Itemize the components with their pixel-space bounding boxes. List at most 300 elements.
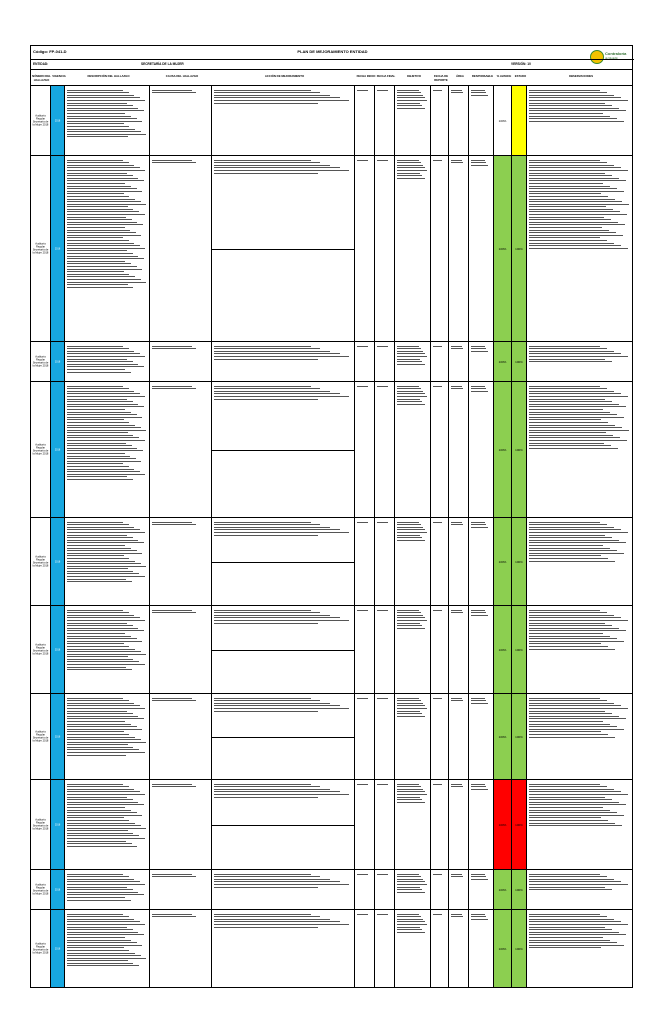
- text-line: [529, 558, 608, 559]
- vigencia-cell: [51, 342, 65, 381]
- text-line: [451, 610, 462, 611]
- text-line: [529, 245, 621, 246]
- text-line: [529, 396, 628, 397]
- text-line: [529, 222, 618, 223]
- cell-text: [214, 872, 352, 889]
- table-row: [30, 86, 633, 156]
- text-line: [529, 561, 615, 562]
- text-line: [214, 919, 330, 920]
- text-line: [397, 391, 423, 392]
- cell-text: [529, 782, 630, 828]
- text-line: [67, 914, 123, 915]
- text-line: [397, 784, 419, 785]
- text-line: [529, 100, 628, 101]
- text-line: [67, 633, 125, 634]
- text-line: [67, 432, 128, 433]
- text-line: [67, 100, 145, 101]
- cause-cell: [150, 518, 212, 605]
- cell-text: [152, 872, 209, 879]
- text-line: [451, 874, 462, 875]
- cell-text: [67, 912, 147, 968]
- cell-text: [357, 88, 372, 92]
- observations-cell: [527, 694, 633, 779]
- text-line: [451, 346, 462, 347]
- text-line: [397, 802, 425, 803]
- start-date-cell: [355, 910, 375, 987]
- text-line: [67, 535, 127, 536]
- text-line: [214, 698, 311, 699]
- text-line: [67, 463, 123, 464]
- text-line: [67, 453, 125, 454]
- text-line: [152, 348, 196, 349]
- table-row: [30, 156, 633, 342]
- text-line: [529, 794, 628, 795]
- text-line: [529, 386, 600, 387]
- text-line: [529, 823, 615, 824]
- text-line: [471, 524, 486, 525]
- cell-text: [67, 782, 147, 848]
- text-line: [67, 815, 142, 816]
- text-line: [67, 889, 133, 890]
- text-line: [529, 641, 624, 642]
- text-line: [471, 700, 486, 701]
- cell-text: [67, 608, 147, 672]
- text-line: [67, 646, 129, 647]
- table-row: [30, 780, 633, 870]
- cell-text: [214, 912, 352, 929]
- text-line: [529, 789, 614, 790]
- text-line: [67, 955, 141, 956]
- text-line: [152, 162, 196, 163]
- text-line: [67, 393, 140, 394]
- text-line: [529, 945, 624, 946]
- text-line: [529, 815, 624, 816]
- text-line: [529, 419, 601, 420]
- finding-description-cell: [65, 342, 150, 381]
- text-line: [67, 942, 137, 943]
- text-line: [67, 628, 138, 629]
- text-line: [67, 843, 132, 844]
- text-line: [214, 914, 311, 915]
- text-line: [67, 448, 137, 449]
- text-line: [451, 700, 463, 701]
- text-line: [67, 739, 141, 740]
- text-line: [397, 356, 427, 357]
- text-line: [471, 612, 486, 613]
- text-line: [377, 610, 388, 611]
- text-line: [471, 615, 488, 616]
- text-line: [397, 919, 423, 920]
- text-line: [67, 116, 131, 117]
- text-line: [214, 617, 340, 618]
- text-line: [67, 579, 126, 580]
- text-line: [67, 173, 127, 174]
- text-line: [471, 919, 488, 920]
- text-line: [529, 348, 607, 349]
- text-line: [67, 940, 131, 941]
- goal-cell: [395, 518, 431, 605]
- text-line: [529, 934, 626, 935]
- text-line: [67, 615, 134, 616]
- text-line: [67, 879, 134, 880]
- vigencia-label: 2018: [54, 360, 61, 363]
- text-line: [529, 881, 621, 882]
- report-date-cell: [431, 694, 449, 779]
- text-line: [397, 353, 425, 354]
- cause-cell: [150, 870, 212, 909]
- end-date-cell: [375, 870, 395, 909]
- text-line: [529, 105, 612, 106]
- text-line: [529, 391, 614, 392]
- text-line: [397, 705, 425, 706]
- text-line: [214, 708, 349, 709]
- text-line: [451, 348, 463, 349]
- text-line: [214, 623, 318, 624]
- text-line: [529, 553, 624, 554]
- text-line: [67, 527, 134, 528]
- cell-text: [433, 608, 446, 612]
- audit-cell: [30, 870, 51, 909]
- status-value: 100%: [515, 822, 523, 827]
- finding-description-cell: [65, 518, 150, 605]
- finding-description-cell: [65, 694, 150, 779]
- text-line: [214, 524, 320, 525]
- text-line: [471, 388, 486, 389]
- text-line: [152, 386, 192, 387]
- text-line: [529, 643, 601, 644]
- text-line: [67, 103, 127, 104]
- text-line: [397, 892, 425, 893]
- goal-cell: [395, 86, 431, 155]
- cell-text: [397, 872, 428, 894]
- col-header: DESCRIPCIÓN DEL HALLAZGO: [87, 74, 130, 78]
- text-line: [67, 369, 125, 370]
- goal-cell: [395, 156, 431, 341]
- text-line: [67, 243, 134, 244]
- text-line: [67, 548, 131, 549]
- text-line: [67, 118, 137, 119]
- text-line: [152, 388, 196, 389]
- text-line: [397, 527, 423, 528]
- text-line: [529, 199, 615, 200]
- text-line: [214, 887, 318, 888]
- audit-label: Auditoría Regular Secretaría de la Mujer 2018: [32, 242, 49, 255]
- observations-cell: [527, 606, 633, 693]
- cell-text: [377, 608, 392, 612]
- text-line: [214, 705, 340, 706]
- text-line: [357, 386, 368, 387]
- audit-cell: [30, 342, 51, 381]
- text-line: [67, 713, 133, 714]
- text-line: [529, 346, 600, 347]
- finding-description-cell: [65, 606, 150, 693]
- text-line: [529, 812, 617, 813]
- row-divider: [212, 737, 354, 738]
- text-line: [433, 874, 442, 875]
- text-line: [397, 90, 419, 91]
- progress-value: 100%: [498, 946, 507, 951]
- text-line: [214, 884, 349, 885]
- text-line: [397, 623, 420, 624]
- text-line: [529, 95, 614, 96]
- status-cell: [512, 606, 527, 693]
- text-line: [214, 167, 340, 168]
- cell-text: [67, 872, 147, 902]
- cell-text: [214, 520, 352, 537]
- text-line: [67, 110, 144, 111]
- text-line: [451, 92, 463, 93]
- text-line: [529, 537, 612, 538]
- text-line: [214, 881, 340, 882]
- text-line: [471, 610, 485, 611]
- text-line: [67, 965, 139, 966]
- cell-text: [433, 520, 446, 524]
- text-line: [214, 610, 311, 611]
- text-line: [529, 807, 603, 808]
- text-line: [67, 817, 124, 818]
- text-line: [433, 346, 442, 347]
- text-line: [67, 417, 142, 418]
- col-header: NÚMERO DEL HALLAZGO: [32, 74, 51, 82]
- text-line: [67, 214, 145, 215]
- text-line: [471, 160, 485, 161]
- text-line: [529, 610, 600, 611]
- progress-cell: [494, 780, 512, 869]
- audit-cell: [30, 382, 51, 517]
- end-date-cell: [375, 910, 395, 987]
- text-line: [471, 786, 486, 787]
- text-line: [377, 914, 388, 915]
- text-line: [67, 201, 141, 202]
- action-cell: [212, 694, 355, 779]
- text-line: [67, 540, 138, 541]
- text-line: [67, 440, 145, 441]
- report-date-cell: [431, 86, 449, 155]
- col-header: FECHA DE REPORTE: [433, 74, 449, 82]
- cell-text: [433, 344, 446, 348]
- text-line: [397, 628, 425, 629]
- text-line: [529, 432, 606, 433]
- text-line: [397, 170, 427, 171]
- cell-text: [214, 88, 352, 105]
- col-header: OBSERVACIONES: [568, 74, 594, 78]
- text-line: [397, 797, 420, 798]
- text-line: [471, 386, 485, 387]
- text-line: [152, 522, 192, 523]
- text-line: [67, 388, 129, 389]
- cause-cell: [150, 382, 212, 517]
- text-line: [529, 435, 613, 436]
- text-line: [67, 718, 144, 719]
- text-line: [529, 359, 605, 360]
- text-line: [529, 633, 603, 634]
- text-line: [67, 656, 128, 657]
- text-line: [67, 830, 128, 831]
- text-line: [67, 419, 124, 420]
- text-line: [377, 698, 388, 699]
- text-line: [529, 170, 628, 171]
- text-line: [67, 165, 134, 166]
- entity-line: ENTIDAD: SECRETARÍA DE LA MUJER VERSIÓN: 10: [31, 59, 634, 71]
- text-line: [529, 615, 614, 616]
- text-line: [67, 237, 123, 238]
- row-divider: [212, 249, 354, 250]
- cell-text: [529, 696, 630, 739]
- text-line: [214, 348, 320, 349]
- text-line: [67, 227, 125, 228]
- end-date-cell: [375, 518, 395, 605]
- cell-text: [357, 344, 372, 348]
- text-line: [214, 396, 349, 397]
- table-row: [30, 518, 633, 606]
- area-cell: [449, 518, 469, 605]
- audit-label: Auditoría Regular Secretaría de la Mujer 2018: [32, 730, 49, 743]
- text-line: [67, 180, 144, 181]
- text-line: [67, 711, 127, 712]
- text-line: [529, 522, 600, 523]
- col-header: FECHA FINAL: [376, 74, 396, 78]
- text-line: [529, 726, 617, 727]
- cell-text: [397, 520, 428, 542]
- text-line: [67, 953, 135, 954]
- cell-text: [377, 344, 392, 348]
- text-line: [433, 610, 442, 611]
- text-line: [67, 846, 137, 847]
- text-line: [471, 165, 488, 166]
- text-line: [529, 810, 610, 811]
- text-line: [397, 100, 427, 101]
- text-line: [529, 555, 601, 556]
- text-line: [67, 553, 142, 554]
- vigencia-cell: [51, 86, 65, 155]
- text-line: [67, 731, 124, 732]
- text-line: [397, 535, 420, 536]
- cell-text: [397, 344, 428, 366]
- audit-cell: [30, 86, 51, 155]
- text-line: [67, 399, 127, 400]
- text-line: [529, 178, 619, 179]
- observations-cell: [527, 342, 633, 381]
- text-line: [471, 95, 488, 96]
- text-line: [529, 947, 601, 948]
- text-line: [214, 399, 318, 400]
- cell-text: [397, 782, 428, 804]
- text-line: [397, 178, 425, 179]
- text-line: [67, 705, 140, 706]
- text-line: [529, 165, 614, 166]
- text-line: [67, 643, 124, 644]
- text-line: [397, 108, 425, 109]
- area-cell: [449, 694, 469, 779]
- text-line: [471, 90, 485, 91]
- text-line: [397, 921, 425, 922]
- text-line: [529, 425, 615, 426]
- text-line: [529, 799, 612, 800]
- cell-text: [67, 384, 147, 482]
- text-line: [529, 186, 610, 187]
- text-line: [471, 351, 488, 352]
- text-line: [529, 204, 629, 205]
- text-line: [397, 700, 421, 701]
- start-date-cell: [355, 382, 375, 517]
- text-line: [529, 232, 616, 233]
- end-date-cell: [375, 382, 395, 517]
- text-line: [152, 698, 192, 699]
- status-value: 100%: [515, 559, 523, 564]
- cell-text: [377, 384, 392, 388]
- cell-text: [152, 608, 209, 615]
- end-date-cell: [375, 156, 395, 341]
- text-line: [529, 237, 600, 238]
- cause-cell: [150, 780, 212, 869]
- text-line: [67, 703, 134, 704]
- cell-text: [451, 696, 466, 703]
- cell-text: [433, 872, 446, 876]
- audit-label: Auditoría Regular Secretaría de la Mujer 2018: [32, 555, 49, 568]
- text-line: [377, 522, 388, 523]
- cause-cell: [150, 86, 212, 155]
- text-line: [67, 183, 125, 184]
- text-line: [529, 698, 600, 699]
- text-line: [214, 784, 311, 785]
- text-line: [451, 524, 463, 525]
- text-line: [67, 95, 134, 96]
- text-line: [529, 914, 600, 915]
- text-line: [67, 287, 133, 288]
- text-line: [67, 963, 133, 964]
- text-line: [67, 884, 145, 885]
- text-line: [529, 103, 605, 104]
- text-line: [529, 545, 603, 546]
- cell-text: [152, 696, 209, 703]
- progress-value: 100%: [498, 647, 507, 652]
- text-line: [397, 612, 421, 613]
- text-line: [67, 835, 139, 836]
- cell-text: [433, 158, 446, 162]
- text-line: [529, 731, 601, 732]
- responsible-cell: [469, 156, 494, 341]
- text-line: [529, 527, 614, 528]
- text-line: [357, 522, 368, 523]
- text-line: [214, 90, 311, 91]
- text-line: [529, 876, 607, 877]
- text-line: [67, 364, 138, 365]
- text-line: [529, 921, 621, 922]
- text-line: [529, 937, 603, 938]
- text-line: [529, 879, 614, 880]
- text-line: [67, 346, 123, 347]
- text-line: [529, 399, 605, 400]
- vigencia-cell: [51, 382, 65, 517]
- text-line: [529, 427, 622, 428]
- vigencia-cell: [51, 694, 65, 779]
- cell-text: [397, 158, 428, 180]
- cell-text: [152, 782, 209, 789]
- text-line: [214, 535, 318, 536]
- text-line: [397, 524, 421, 525]
- report-date-cell: [431, 518, 449, 605]
- observations-cell: [527, 86, 633, 155]
- cell-text: [377, 782, 392, 786]
- text-line: [214, 532, 349, 533]
- area-cell: [449, 606, 469, 693]
- status-value: 100%: [515, 647, 523, 652]
- text-line: [471, 703, 488, 704]
- text-line: [529, 825, 622, 826]
- cell-text: [214, 608, 352, 625]
- audit-cell: [30, 518, 51, 605]
- text-line: [397, 404, 425, 405]
